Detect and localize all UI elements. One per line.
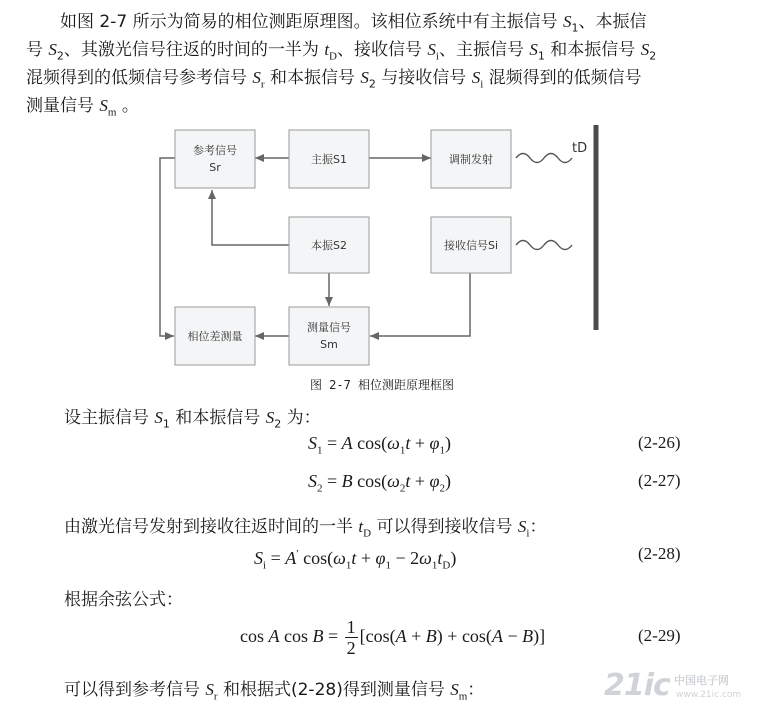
para-set-signals: 设主振信号 $S_1$ 和本振信号 $S_2$ 为： (64, 408, 321, 431)
local-label: 本振S2 (311, 239, 347, 252)
eqno-2-26: (2-26) (638, 433, 681, 452)
intro-line-2: 号 $S_2$、其激光信号往返的时间的一半为 $t_D$、接收信号 $S_i$、主振信号 $S_1$ 和本振信号 $S_2$ (26, 40, 657, 63)
measure-label-2: Sm (320, 338, 338, 351)
intro-line-1: 如图 2-7 所示为简易的相位测距原理图。该相位系统中有主振信号 $S_1$、本振信 (60, 12, 647, 35)
reference-label-1: 参考信号 (193, 144, 237, 157)
td-label: tD (572, 141, 588, 156)
master-label: 主振S1 (311, 153, 347, 166)
watermark-logo (604, 668, 754, 708)
para-measure-signal: 可以得到参考信号 $S_r$ 和根据式(2-28)得到测量信号 $S_m$： (64, 680, 485, 703)
receive-wave-icon (516, 241, 572, 250)
emit-wave-icon (516, 154, 572, 163)
eqno-2-28: (2-28) (638, 544, 681, 563)
intro-line-4: 测量信号 $S_m$ 。 (26, 96, 139, 119)
eqno-2-27: (2-27) (638, 471, 681, 490)
equation-2-27: $S_2 = B$ $\cos(\omega_2t + \varphi_2)$ (308, 471, 452, 495)
para-receive-signal: 由激光信号发射到接收往返时间的一半 $t_D$ 可以得到接收信号 $S_i$： (64, 517, 547, 540)
intro-line-3: 混频得到的低频信号参考信号 $S_r$ 和本振信号 $S_2$ 与接收信号 $S_i$ 混频得到的低频信号 (26, 68, 642, 91)
watermark-sub: 中国电子网 (674, 674, 729, 687)
receive-label: 接收信号Si (443, 239, 499, 252)
measure-signal-box (289, 307, 369, 365)
reference-label-2: Sr (209, 161, 221, 174)
measure-label-1: 测量信号 (307, 321, 351, 334)
eqno-2-29: (2-29) (638, 626, 681, 645)
equation-2-29: cos A cos B = $\frac{1}{2}$ [cos(A + B) + cos(A − B)] (240, 617, 546, 659)
para-cosine-formula: 根据余弦公式： (64, 590, 183, 610)
equation-2-28: $S_i = A'$ $\cos(\omega_1t + \varphi_1 - 2\omega_1t_D)$ (254, 548, 457, 572)
reference-signal-box (175, 130, 255, 188)
figure-caption: 图 2-7 相位测距原理框图 (309, 378, 455, 392)
equation-2-26: $S_1 = A$ $\cos(\omega_1t + \varphi_1)$ (308, 433, 452, 457)
watermark-url: www.21ic.com (676, 690, 742, 700)
modulate-label: 调制发射 (449, 153, 493, 166)
watermark-brand: 21ic (604, 668, 670, 703)
phase-label: 相位差测量 (187, 330, 243, 343)
